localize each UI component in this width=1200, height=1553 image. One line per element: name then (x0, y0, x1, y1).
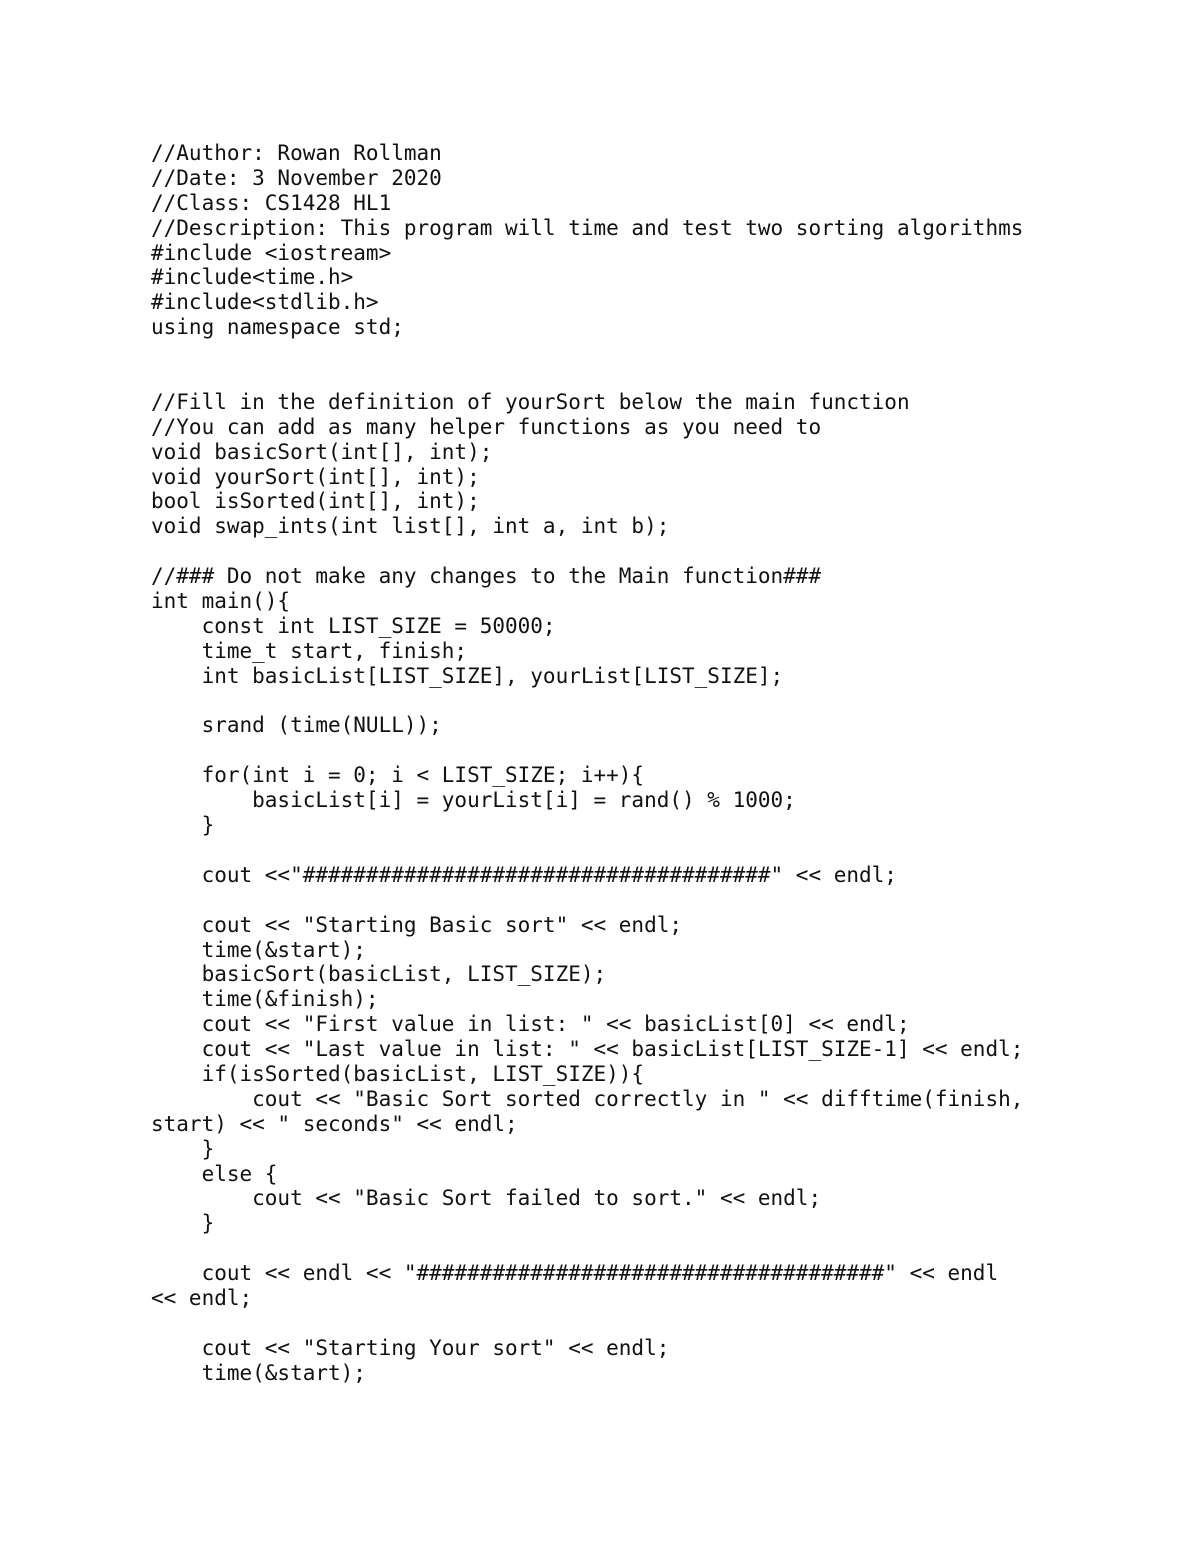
code-line: //Author: Rowan Rollman (151, 141, 442, 165)
code-line (151, 838, 1051, 863)
code-line (151, 1236, 1051, 1261)
code-line: int basicList[LIST_SIZE], yourList[LIST_SIZE]; (151, 663, 784, 688)
code-line (151, 689, 1051, 714)
code-line: //Date: 3 November 2020 (151, 165, 442, 190)
code-line: //You can add as many helper functions as you need to (151, 414, 822, 439)
code-line (151, 738, 1051, 763)
code-line: using namespace std; (151, 315, 404, 340)
code-line (151, 340, 1051, 365)
code-line: cout << endl << "#####################################" << endl (151, 1261, 999, 1286)
code-line: time(&start); (151, 1360, 366, 1385)
code-line: void swap_ints(int list[], int a, int b); (151, 514, 670, 539)
code-line: //Fill in the definition of yourSort below the main function (151, 389, 910, 414)
code-line: cout <<"#####################################" << endl; (151, 862, 897, 887)
code-line: #include<time.h> (151, 265, 354, 290)
code-line: << endl; (151, 1285, 253, 1310)
code-line: cout << "Last value in list: " << basicList[LIST_SIZE-1] << endl; (151, 1037, 1024, 1062)
code-line: //### Do not make any changes to the Main function### (151, 564, 822, 589)
code-line: const int LIST_SIZE = 50000; (151, 613, 556, 638)
code-line: cout << "Basic Sort sorted correctly in " << difftime(finish, (151, 1086, 1024, 1111)
code-line: bool isSorted(int[], int); (151, 489, 480, 514)
code-line: #include <iostream> (151, 240, 392, 265)
code-line: basicList[i] = yourList[i] = rand() % 1000; (151, 788, 796, 813)
code-line: #include<stdlib.h> (151, 290, 379, 315)
code-line: int main(){ (151, 589, 291, 614)
code-line: void basicSort(int[], int); (151, 439, 493, 464)
code-line: cout << "Basic Sort failed to sort." << endl; (151, 1186, 822, 1211)
code-line (151, 539, 1051, 564)
code-line: //Description: This program will time and test two sorting algorithms (151, 215, 1024, 240)
code-line (151, 1311, 1051, 1336)
code-line: if(isSorted(basicList, LIST_SIZE)){ (151, 1061, 645, 1086)
code-line: basicSort(basicList, LIST_SIZE); (151, 962, 607, 987)
code-line: } (151, 1211, 215, 1236)
source-code (151, 141, 1051, 1386)
code-line: time(&start); (151, 937, 366, 962)
code-line: } (151, 813, 215, 838)
code-line: start) << " seconds" << endl; (151, 1111, 518, 1136)
code-line: cout << "First value in list: " << basicList[0] << endl; (151, 1012, 910, 1037)
code-line: srand (time(NULL)); (151, 713, 442, 738)
code-line: time(&finish); (151, 987, 379, 1012)
code-line (151, 365, 1051, 390)
code-line: cout << "Starting Basic sort" << endl; (151, 912, 683, 937)
code-line: //Class: CS1428 HL1 (151, 190, 392, 215)
code-line: else { (151, 1161, 278, 1186)
code-line: cout << "Starting Your sort" << endl; (151, 1335, 670, 1360)
code-line: for(int i = 0; i < LIST_SIZE; i++){ (151, 763, 645, 788)
code-line: time_t start, finish; (151, 638, 468, 663)
code-line: } (151, 1136, 215, 1161)
code-line: void yourSort(int[], int); (151, 464, 480, 489)
code-line (151, 888, 1051, 913)
